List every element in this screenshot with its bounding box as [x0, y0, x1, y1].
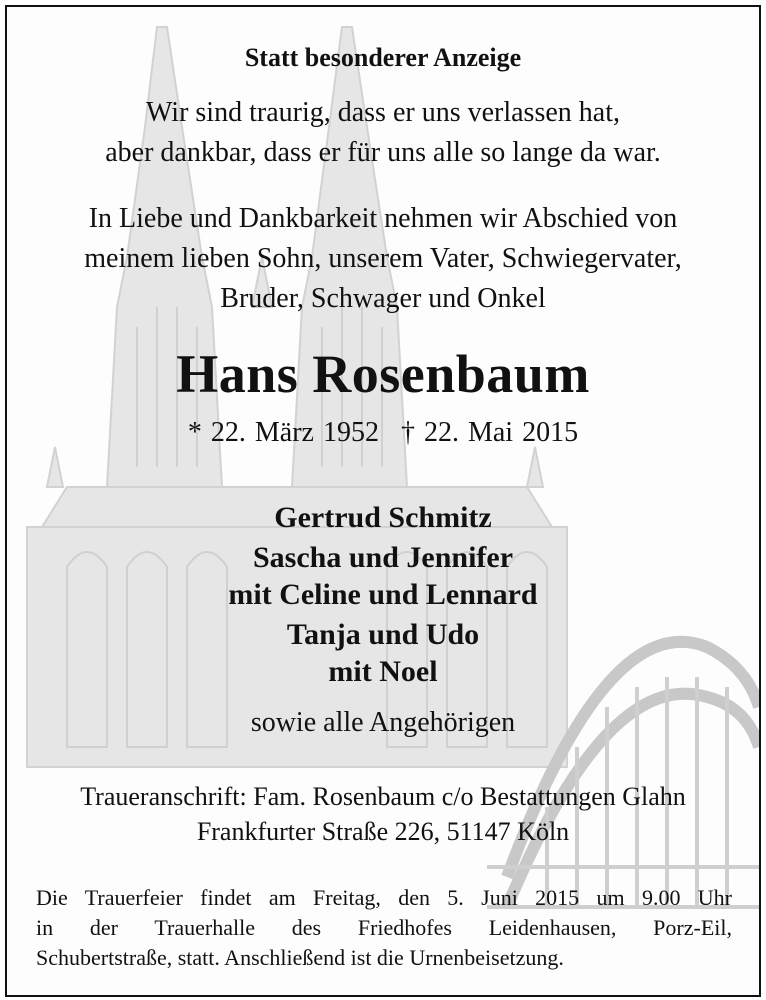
mourner-group: [7, 616, 759, 690]
mourner-name: Sascha und Jennifer: [252, 541, 514, 574]
relatives-line: sowie alle Angehörigen: [250, 707, 516, 738]
mourner-name: mit Celine und Lennard: [228, 578, 538, 611]
address-line: Frankfurter Straße 226, 51147 Köln: [196, 817, 570, 846]
life-dates: [7, 417, 759, 449]
farewell-line: In Liebe und Dankbarkeit nehmen wir Abschied von: [88, 203, 678, 234]
mourners-list: [7, 499, 759, 693]
mourner-name: mit Noel: [328, 655, 438, 688]
quote-line: Wir sind traurig, dass er uns verlassen hat,: [146, 97, 620, 128]
mourner-name: Gertrud Schmitz: [274, 501, 492, 534]
funeral-details: [36, 883, 732, 973]
address-line: Traueranschrift: Fam. Rosenbaum c/o Bestattungen Glahn: [80, 782, 686, 811]
funeral-line: Schubertstraße, statt. Anschließend ist die Urnenbeisetzung.: [36, 945, 564, 970]
farewell-text: [7, 199, 759, 319]
farewell-line: meinem lieben Sohn, unserem Vater, Schwiegervater,: [84, 243, 682, 274]
quote-line: aber dankbar, dass er für uns alle so lange da war.: [105, 137, 661, 168]
funeral-line: Die Trauerfeier findet am Freitag, den 5. Juni 2015 um 9.00 Uhr: [36, 885, 732, 910]
quote: [7, 93, 759, 173]
mourner-group: [7, 539, 759, 613]
death-date: † 22. Mai 2015: [400, 417, 579, 448]
birth-date: * 22. März 1952: [187, 417, 379, 448]
funeral-line: in der Trauerhalle des Friedhofes Leidenhausen, Porz-Eil,: [36, 915, 732, 940]
farewell-line: Bruder, Schwager und Onkel: [220, 283, 546, 314]
mourner-name: Tanja und Udo: [286, 618, 480, 651]
notice-heading: Statt besonderer Anzeige: [244, 43, 522, 72]
mourner-group: [7, 499, 759, 536]
mourning-address: [7, 779, 759, 849]
obituary-notice: [5, 5, 761, 997]
deceased-name: Hans Rosenbaum: [176, 344, 590, 404]
